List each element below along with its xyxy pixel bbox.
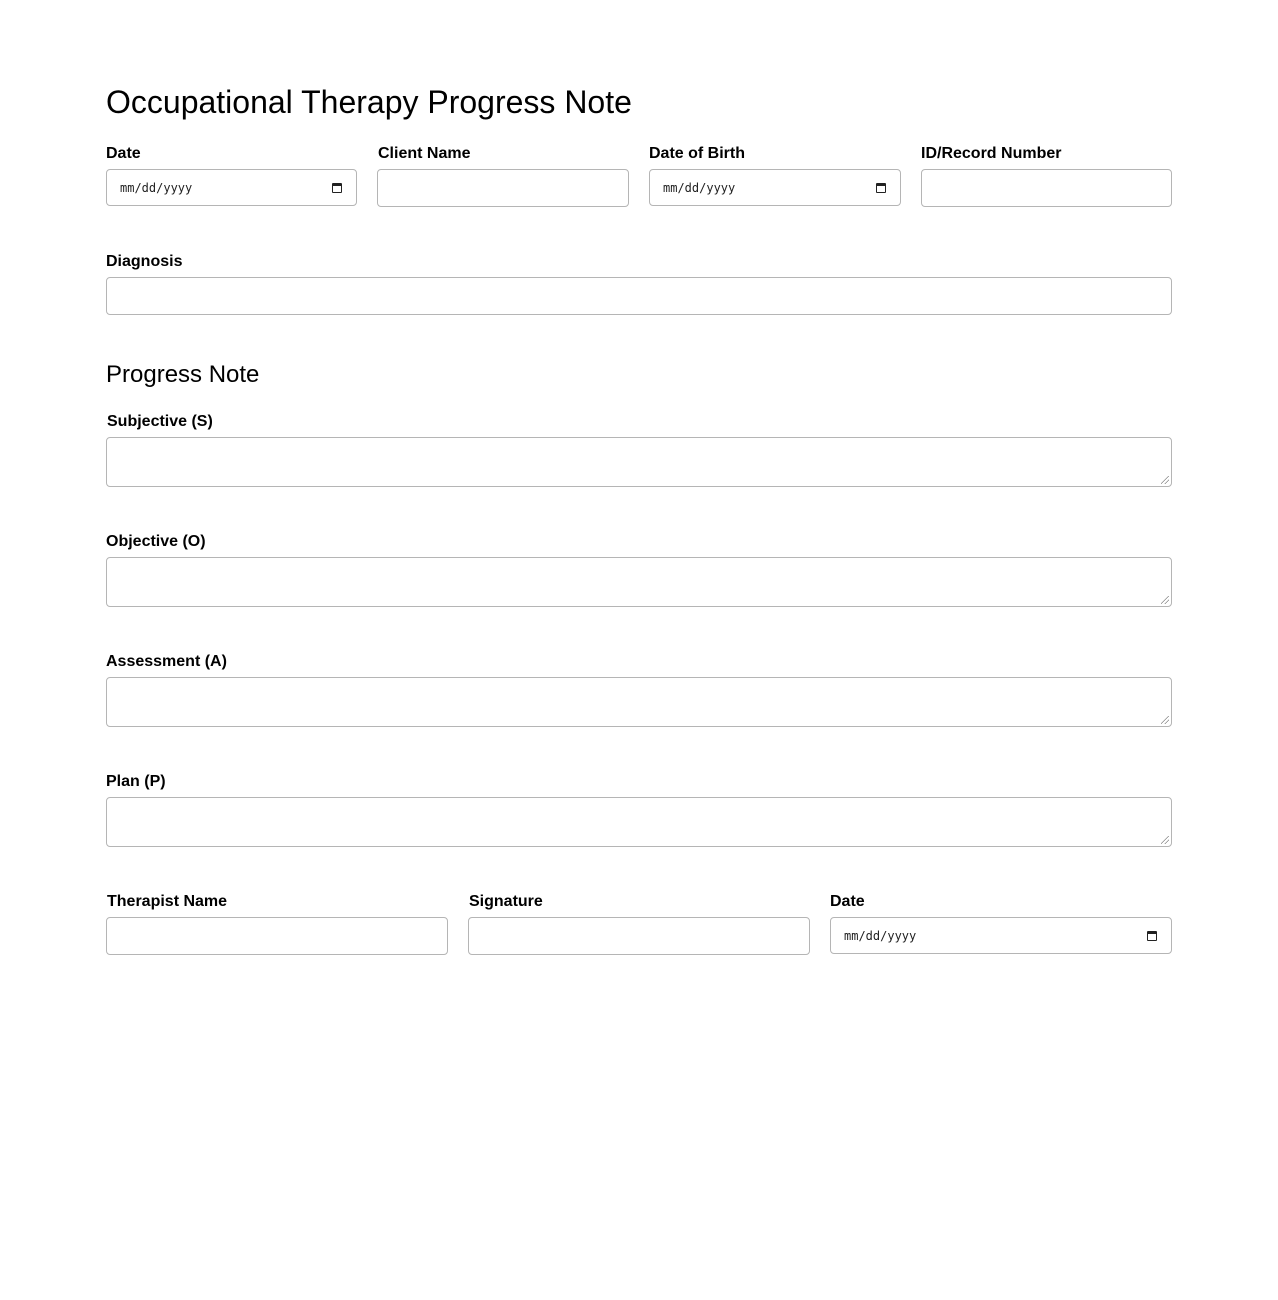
diagnosis-label: Diagnosis: [106, 253, 183, 270]
resize-handle-icon[interactable]: [1161, 716, 1169, 724]
client-name-input[interactable]: [377, 169, 629, 207]
objective-textarea[interactable]: [106, 557, 1172, 607]
signature-input[interactable]: [468, 917, 810, 955]
date-label: Date: [106, 145, 141, 162]
diagnosis-input[interactable]: [106, 277, 1172, 315]
date-of-birth-input[interactable]: [649, 169, 901, 206]
signature-date-placeholder: mm/dd/yyyy: [844, 928, 917, 943]
page-title: Occupational Therapy Progress Note: [106, 84, 632, 120]
calendar-icon[interactable]: [876, 183, 886, 193]
resize-handle-icon[interactable]: [1161, 836, 1169, 844]
resize-handle-icon[interactable]: [1161, 596, 1169, 604]
client-name-label: Client Name: [378, 145, 471, 162]
signature-date-input[interactable]: [830, 917, 1172, 954]
calendar-icon[interactable]: [332, 183, 342, 193]
plan-textarea[interactable]: [106, 797, 1172, 847]
subjective-textarea[interactable]: [106, 437, 1172, 487]
therapist-name-input[interactable]: [106, 917, 448, 955]
calendar-icon[interactable]: [1147, 931, 1157, 941]
objective-label: Objective (O): [106, 533, 206, 550]
assessment-textarea[interactable]: [106, 677, 1172, 727]
signature-label: Signature: [469, 893, 543, 910]
signature-date-label: Date: [830, 893, 865, 910]
date-of-birth-placeholder: mm/dd/yyyy: [663, 180, 736, 195]
therapist-name-label: Therapist Name: [107, 893, 228, 910]
date-placeholder: mm/dd/yyyy: [120, 180, 193, 195]
assessment-label: Assessment (A): [106, 653, 227, 670]
plan-label: Plan (P): [106, 773, 166, 790]
progress-note-heading: Progress Note: [106, 361, 260, 388]
date-of-birth-label: Date of Birth: [649, 145, 745, 162]
subjective-label: Subjective (S): [107, 413, 213, 430]
date-input[interactable]: [106, 169, 357, 206]
resize-handle-icon[interactable]: [1161, 476, 1169, 484]
record-number-label: ID/Record Number: [921, 145, 1062, 162]
record-number-input[interactable]: [921, 169, 1172, 207]
